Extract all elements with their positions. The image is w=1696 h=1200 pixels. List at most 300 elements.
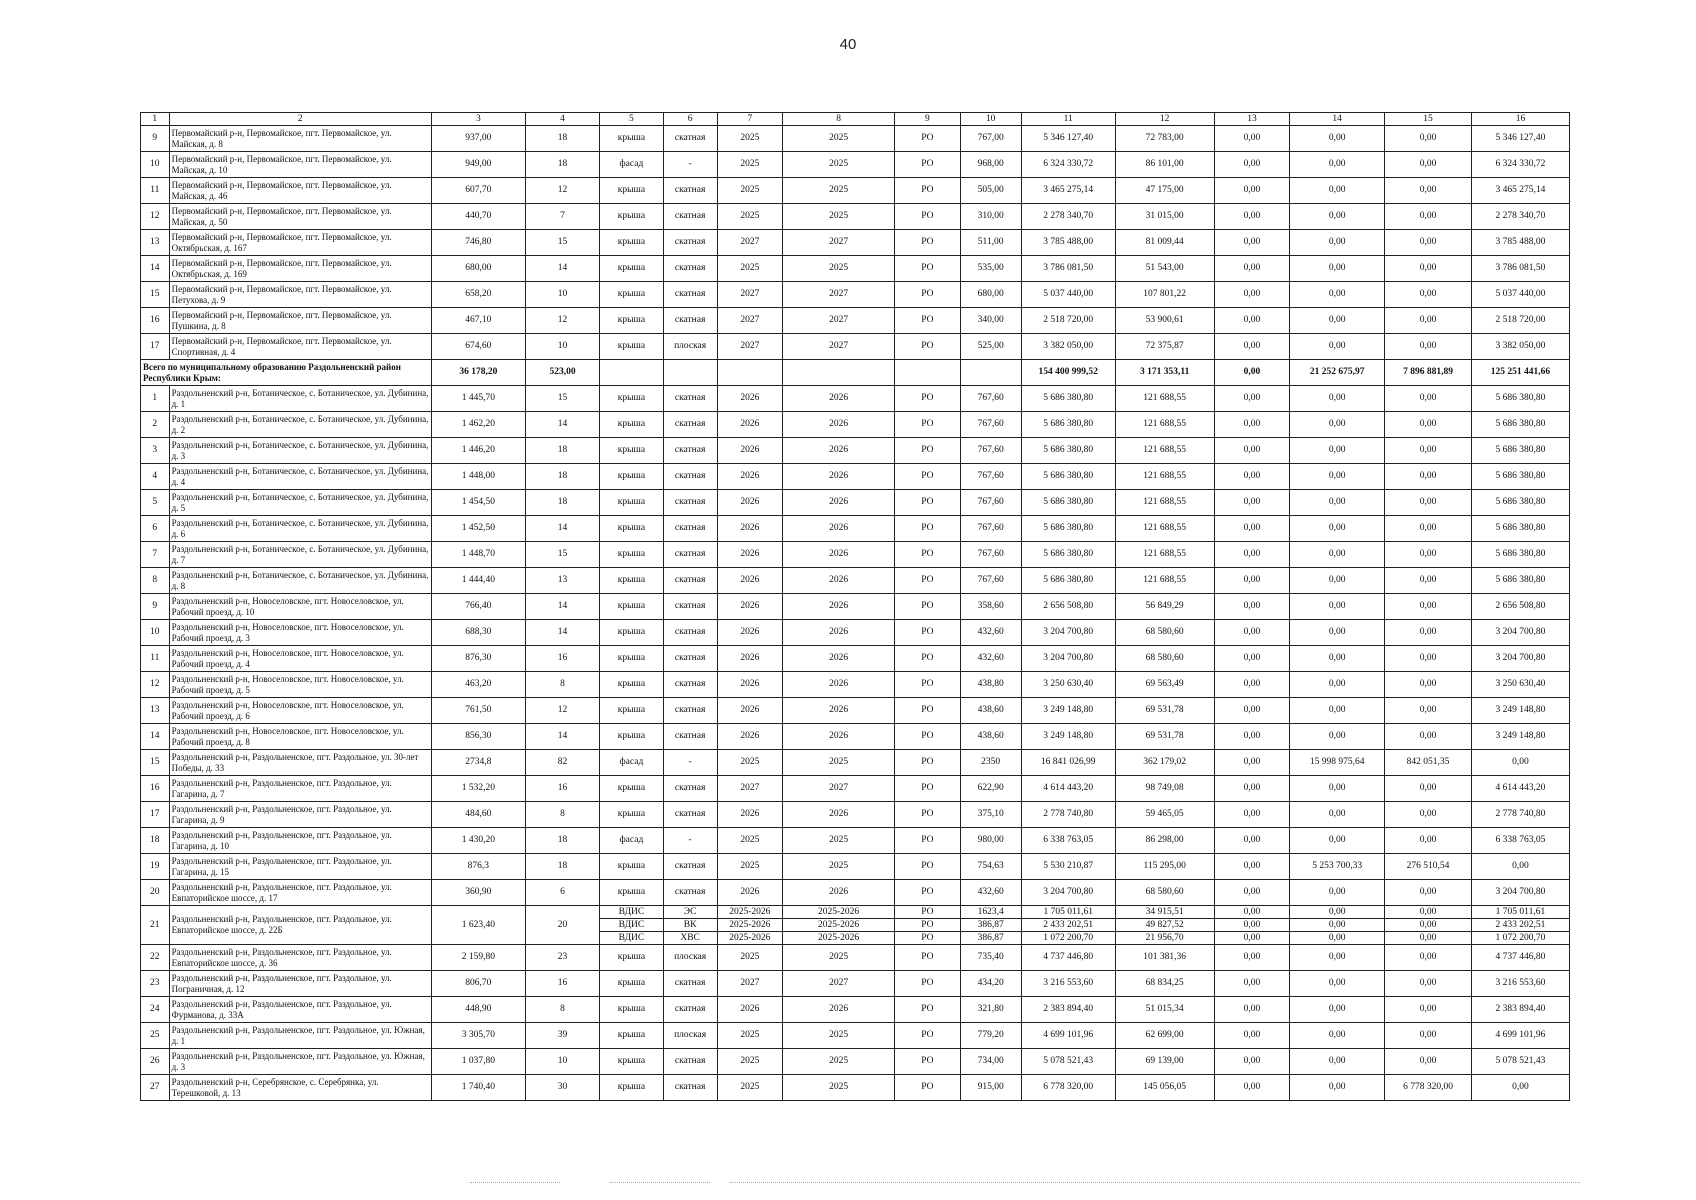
- table-cell: 2026: [782, 438, 894, 464]
- table-cell: крыша: [600, 971, 663, 997]
- table-row: [141, 828, 1570, 854]
- table-cell: РО: [895, 464, 960, 490]
- table-cell: 0,00: [1385, 932, 1472, 945]
- table-cell: 0,00: [1290, 516, 1385, 542]
- table-cell: 12: [141, 204, 170, 230]
- table-cell: 12: [525, 178, 600, 204]
- table-cell: 72 783,00: [1115, 126, 1214, 152]
- table-cell: крыша: [600, 854, 663, 880]
- table-cell: 0,00: [1214, 620, 1290, 646]
- table-cell: 15: [141, 282, 170, 308]
- table-cell: 16: [525, 776, 600, 802]
- table-row: [141, 971, 1570, 997]
- table-cell: 3 216 553,60: [1021, 971, 1115, 997]
- table-cell: 30: [525, 1075, 600, 1101]
- table-cell: 0,00: [1385, 1049, 1472, 1075]
- table-cell: 3 204 700,80: [1471, 646, 1569, 672]
- table-cell: 467,10: [431, 308, 525, 334]
- total-cell: [663, 360, 717, 386]
- table-cell: 0,00: [1385, 724, 1472, 750]
- table-cell: 31 015,00: [1115, 204, 1214, 230]
- table-cell: 68 580,60: [1115, 646, 1214, 672]
- table-cell: 0,00: [1214, 516, 1290, 542]
- table-cell: 3 204 700,80: [1021, 880, 1115, 906]
- table-cell: 3: [141, 438, 170, 464]
- table-row: [141, 1075, 1570, 1101]
- table-cell: РО: [895, 230, 960, 256]
- table-cell: 62 699,00: [1115, 1023, 1214, 1049]
- table-cell: 2 778 740,80: [1021, 802, 1115, 828]
- table-row: [141, 776, 1570, 802]
- table-cell: крыша: [600, 880, 663, 906]
- table-cell: 2 159,80: [431, 945, 525, 971]
- table-cell: 0,00: [1214, 490, 1290, 516]
- table-cell: фасад: [600, 828, 663, 854]
- table-cell: 5 346 127,40: [1471, 126, 1569, 152]
- table-cell: 2027: [782, 230, 894, 256]
- table-cell: 0,00: [1290, 828, 1385, 854]
- table-cell: 1 444,40: [431, 568, 525, 594]
- table-cell: крыша: [600, 776, 663, 802]
- table-cell: 0,00: [1290, 620, 1385, 646]
- table-cell: 1 740,40: [431, 1075, 525, 1101]
- total-row: [141, 360, 1570, 386]
- table-cell: 0,00: [1214, 152, 1290, 178]
- table-cell: скатная: [663, 568, 717, 594]
- table-cell: 0,00: [1385, 906, 1472, 919]
- table-cell: крыша: [600, 516, 663, 542]
- table-cell: РО: [895, 204, 960, 230]
- table-cell: 2025-2026: [782, 932, 894, 945]
- table-cell: 0,00: [1214, 542, 1290, 568]
- address-cell: Первомайский р-н, Первомайское, пгт. Первомайское, ул. Майская, д. 46: [169, 178, 431, 204]
- address-cell: Раздольненский р-н, Ботаническое, с. Ботаническое, ул. Дубинина, д. 4: [169, 464, 431, 490]
- table-cell: 2025: [782, 152, 894, 178]
- table-cell: 4 699 101,96: [1471, 1023, 1569, 1049]
- table-cell: 10: [525, 282, 600, 308]
- table-cell: 5 253 700,33: [1290, 854, 1385, 880]
- table-cell: 0,00: [1385, 919, 1472, 932]
- table-cell: 0,00: [1214, 854, 1290, 880]
- table-cell: 0,00: [1385, 880, 1472, 906]
- table-cell: 0,00: [1290, 646, 1385, 672]
- table-cell: 2025: [717, 126, 782, 152]
- table-cell: скатная: [663, 256, 717, 282]
- table-cell: 1: [141, 386, 170, 412]
- table-cell: 18: [525, 126, 600, 152]
- table-cell: крыша: [600, 620, 663, 646]
- table-cell: скатная: [663, 971, 717, 997]
- table-cell: 2026: [782, 620, 894, 646]
- table-cell: 26: [141, 1049, 170, 1075]
- table-cell: 6: [525, 880, 600, 906]
- table-cell: 0,00: [1290, 971, 1385, 997]
- table-cell: скатная: [663, 646, 717, 672]
- table-cell: 876,30: [431, 646, 525, 672]
- table-cell: 2026: [782, 568, 894, 594]
- table-cell: 2025: [717, 945, 782, 971]
- table-cell: 0,00: [1290, 256, 1385, 282]
- table-cell: скатная: [663, 997, 717, 1023]
- table-cell: 1 462,20: [431, 412, 525, 438]
- table-cell: 767,60: [960, 542, 1021, 568]
- address-cell: Раздольненский р-н, Новоселовское, пгт. Новоселовское, ул. Рабочий проезд, д. 10: [169, 594, 431, 620]
- table-row: [141, 854, 1570, 880]
- table-cell: 0,00: [1385, 971, 1472, 997]
- table-cell: 3 249 148,80: [1471, 724, 1569, 750]
- table-cell: скатная: [663, 386, 717, 412]
- table-cell: крыша: [600, 594, 663, 620]
- table-cell: 12: [141, 672, 170, 698]
- table-cell: 2025: [717, 854, 782, 880]
- table-row: [141, 126, 1570, 152]
- table-cell: 5 686 380,80: [1471, 464, 1569, 490]
- table-cell: ВДИС: [600, 906, 663, 919]
- table-cell: 767,60: [960, 464, 1021, 490]
- table-cell: РО: [895, 828, 960, 854]
- table-cell: 2025: [782, 750, 894, 776]
- table-cell: 2 433 202,51: [1471, 919, 1569, 932]
- table-cell: 86 101,00: [1115, 152, 1214, 178]
- table-cell: 0,00: [1214, 828, 1290, 854]
- table-cell: 4: [141, 464, 170, 490]
- table-cell: 0,00: [1471, 750, 1569, 776]
- table-cell: 360,90: [431, 880, 525, 906]
- table-cell: 276 510,54: [1385, 854, 1472, 880]
- total-cell: [895, 360, 960, 386]
- table-cell: 1 452,50: [431, 516, 525, 542]
- total-cell: 36 178,20: [431, 360, 525, 386]
- table-cell: 2025: [717, 178, 782, 204]
- column-number-header: 6: [663, 113, 717, 126]
- table-cell: 0,00: [1385, 945, 1472, 971]
- table-cell: крыша: [600, 672, 663, 698]
- table-row: [141, 308, 1570, 334]
- table-cell: крыша: [600, 945, 663, 971]
- table-cell: 2 278 340,70: [1021, 204, 1115, 230]
- table-cell: 14: [525, 516, 600, 542]
- address-cell: Раздольненский р-н, Раздольненское, пгт. Раздольное, ул. Гагарина, д. 9: [169, 802, 431, 828]
- table-cell: 20: [525, 906, 600, 945]
- table-cell: 0,00: [1385, 334, 1472, 360]
- footer-dotted-line: [470, 1182, 560, 1183]
- table-cell: 2027: [782, 776, 894, 802]
- table-cell: 4 614 443,20: [1471, 776, 1569, 802]
- table-cell: 16: [525, 971, 600, 997]
- table-cell: крыша: [600, 308, 663, 334]
- total-cell: [717, 360, 782, 386]
- table-cell: 511,00: [960, 230, 1021, 256]
- table-cell: 0,00: [1214, 698, 1290, 724]
- table-cell: 3 250 630,40: [1021, 672, 1115, 698]
- total-label: Всего по муниципальному образованию Раздольненский район Республики Крым:: [141, 360, 432, 386]
- table-cell: РО: [895, 256, 960, 282]
- table-cell: 2027: [717, 334, 782, 360]
- table-cell: 72 375,87: [1115, 334, 1214, 360]
- table-cell: 1 037,80: [431, 1049, 525, 1075]
- table-cell: 607,70: [431, 178, 525, 204]
- table-cell: 0,00: [1290, 698, 1385, 724]
- table-cell: скатная: [663, 230, 717, 256]
- table-cell: 2026: [782, 386, 894, 412]
- table-cell: 734,00: [960, 1049, 1021, 1075]
- table-cell: 1 705 011,61: [1471, 906, 1569, 919]
- table-cell: 0,00: [1385, 828, 1472, 854]
- table-cell: 968,00: [960, 152, 1021, 178]
- address-cell: Раздольненский р-н, Раздольненское, пгт. Раздольное, ул. Южная, д. 3: [169, 1049, 431, 1075]
- table-cell: 767,60: [960, 412, 1021, 438]
- total-cell: 3 171 353,11: [1115, 360, 1214, 386]
- table-cell: 18: [525, 828, 600, 854]
- table-cell: 14: [525, 724, 600, 750]
- header-row: [141, 113, 1570, 126]
- table-cell: скатная: [663, 282, 717, 308]
- table-cell: 2026: [782, 516, 894, 542]
- table-cell: 0,00: [1214, 997, 1290, 1023]
- column-number-header: 11: [1021, 113, 1115, 126]
- table-cell: 2026: [782, 594, 894, 620]
- table-cell: 18: [525, 464, 600, 490]
- table-cell: 5 686 380,80: [1471, 542, 1569, 568]
- column-number-header: 8: [782, 113, 894, 126]
- table-cell: крыша: [600, 126, 663, 152]
- table-cell: 18: [525, 152, 600, 178]
- table-cell: 3 249 148,80: [1021, 724, 1115, 750]
- table-cell: 2027: [717, 230, 782, 256]
- table-cell: 0,00: [1385, 230, 1472, 256]
- table-cell: 842 051,35: [1385, 750, 1472, 776]
- table-row: [141, 594, 1570, 620]
- address-cell: Первомайский р-н, Первомайское, пгт. Первомайское, ул. Пушкина, д. 8: [169, 308, 431, 334]
- address-cell: Первомайский р-н, Первомайское, пгт. Первомайское, ул. Октябрьская, д. 169: [169, 256, 431, 282]
- table-cell: 19: [141, 854, 170, 880]
- table-cell: 1 454,50: [431, 490, 525, 516]
- table-cell: 51 543,00: [1115, 256, 1214, 282]
- table-cell: ВК: [663, 919, 717, 932]
- table-cell: 1 072 200,70: [1021, 932, 1115, 945]
- table-cell: 3 785 488,00: [1021, 230, 1115, 256]
- table-cell: крыша: [600, 802, 663, 828]
- table-cell: 121 688,55: [1115, 542, 1214, 568]
- table-cell: 0,00: [1471, 854, 1569, 880]
- table-cell: 2 278 340,70: [1471, 204, 1569, 230]
- table-cell: 432,60: [960, 880, 1021, 906]
- table-cell: 0,00: [1290, 932, 1385, 945]
- table-row: [141, 724, 1570, 750]
- table-cell: 14: [525, 256, 600, 282]
- table-cell: крыша: [600, 178, 663, 204]
- table-cell: 856,30: [431, 724, 525, 750]
- table-cell: 432,60: [960, 620, 1021, 646]
- table-cell: РО: [895, 516, 960, 542]
- address-cell: Первомайский р-н, Первомайское, пгт. Первомайское, ул. Октябрьская, д. 167: [169, 230, 431, 256]
- table-cell: 0,00: [1290, 776, 1385, 802]
- table-cell: 2025: [782, 828, 894, 854]
- table-cell: 1 532,20: [431, 776, 525, 802]
- table-cell: 5 686 380,80: [1471, 412, 1569, 438]
- table-cell: 0,00: [1385, 776, 1472, 802]
- table-cell: 3 250 630,40: [1471, 672, 1569, 698]
- table-cell: РО: [895, 945, 960, 971]
- table-cell: 2026: [717, 880, 782, 906]
- table-cell: 2 383 894,40: [1471, 997, 1569, 1023]
- column-number-header: 2: [169, 113, 431, 126]
- table-cell: РО: [895, 386, 960, 412]
- table-cell: 14: [141, 256, 170, 282]
- table-cell: 658,20: [431, 282, 525, 308]
- table-cell: РО: [895, 152, 960, 178]
- table-cell: 937,00: [431, 126, 525, 152]
- table-cell: 17: [141, 334, 170, 360]
- table-cell: 980,00: [960, 828, 1021, 854]
- table-cell: 0,00: [1214, 1049, 1290, 1075]
- table-cell: 2 656 508,80: [1021, 594, 1115, 620]
- table-cell: крыша: [600, 698, 663, 724]
- table-cell: 2026: [782, 802, 894, 828]
- table-cell: 0,00: [1214, 646, 1290, 672]
- table-cell: 3 305,70: [431, 1023, 525, 1049]
- table-cell: 779,20: [960, 1023, 1021, 1049]
- table-cell: 0,00: [1385, 542, 1472, 568]
- column-number-header: 3: [431, 113, 525, 126]
- total-cell: 21 252 675,97: [1290, 360, 1385, 386]
- table-cell: 5 078 521,43: [1021, 1049, 1115, 1075]
- total-cell: 7 896 881,89: [1385, 360, 1472, 386]
- table-cell: 59 465,05: [1115, 802, 1214, 828]
- table-cell: 7: [525, 204, 600, 230]
- table-cell: 2026: [782, 490, 894, 516]
- table-cell: 2 433 202,51: [1021, 919, 1115, 932]
- table-cell: 2026: [782, 698, 894, 724]
- table-row: [141, 945, 1570, 971]
- table-row: [141, 542, 1570, 568]
- table-cell: 51 015,34: [1115, 997, 1214, 1023]
- column-number-header: 16: [1471, 113, 1569, 126]
- table-cell: 21 956,70: [1115, 932, 1214, 945]
- table-cell: РО: [895, 282, 960, 308]
- table-cell: 688,30: [431, 620, 525, 646]
- table-cell: 438,60: [960, 724, 1021, 750]
- table-cell: 5 037 440,00: [1021, 282, 1115, 308]
- table-cell: РО: [895, 594, 960, 620]
- table-cell: ВДИС: [600, 932, 663, 945]
- table-cell: 754,63: [960, 854, 1021, 880]
- address-cell: Первомайский р-н, Первомайское, пгт. Первомайское, ул. Петухова, д. 9: [169, 282, 431, 308]
- table-cell: 17: [141, 802, 170, 828]
- table-cell: 2025: [717, 1023, 782, 1049]
- table-cell: -: [663, 750, 717, 776]
- table-cell: 2026: [717, 802, 782, 828]
- table-cell: 5: [141, 490, 170, 516]
- address-cell: Первомайский р-н, Первомайское, пгт. Первомайское, ул. Майская, д. 50: [169, 204, 431, 230]
- address-cell: Раздольненский р-н, Раздольненское, пгт. Раздольное, ул. Евпаторийское шоссе, д. 36: [169, 945, 431, 971]
- table-cell: скатная: [663, 1075, 717, 1101]
- table-cell: 0,00: [1290, 997, 1385, 1023]
- table-cell: 767,60: [960, 438, 1021, 464]
- table-cell: 18: [525, 490, 600, 516]
- table-cell: РО: [895, 126, 960, 152]
- table-cell: скатная: [663, 698, 717, 724]
- table-cell: 2025: [782, 126, 894, 152]
- address-cell: Раздольненский р-н, Раздольненское, пгт. Раздольное, ул. Гагарина, д. 7: [169, 776, 431, 802]
- table-cell: 2025: [782, 1049, 894, 1075]
- table-cell: скатная: [663, 490, 717, 516]
- column-number-header: 1: [141, 113, 170, 126]
- table-row: [141, 997, 1570, 1023]
- table-cell: 0,00: [1290, 126, 1385, 152]
- table-cell: 2025: [717, 750, 782, 776]
- table-cell: 0,00: [1214, 971, 1290, 997]
- table-cell: 24: [141, 997, 170, 1023]
- table-cell: 25: [141, 1023, 170, 1049]
- table-cell: 434,20: [960, 971, 1021, 997]
- table-cell: 362 179,02: [1115, 750, 1214, 776]
- table-cell: РО: [895, 542, 960, 568]
- table-cell: 0,00: [1214, 438, 1290, 464]
- table-cell: 440,70: [431, 204, 525, 230]
- table-cell: плоская: [663, 1023, 717, 1049]
- table-cell: 0,00: [1290, 1075, 1385, 1101]
- table-cell: 0,00: [1385, 646, 1472, 672]
- table-cell: крыша: [600, 1049, 663, 1075]
- table-cell: 2026: [717, 386, 782, 412]
- table-cell: 6 778 320,00: [1021, 1075, 1115, 1101]
- table-cell: РО: [895, 646, 960, 672]
- column-number-header: 14: [1290, 113, 1385, 126]
- table-cell: скатная: [663, 126, 717, 152]
- table-cell: 4 699 101,96: [1021, 1023, 1115, 1049]
- table-cell: 680,00: [431, 256, 525, 282]
- table-cell: 2025: [782, 854, 894, 880]
- table-cell: 5 686 380,80: [1021, 490, 1115, 516]
- table-cell: 310,00: [960, 204, 1021, 230]
- table-cell: 0,00: [1290, 230, 1385, 256]
- table-cell: скатная: [663, 1049, 717, 1075]
- address-cell: Раздольненский р-н, Ботаническое, с. Ботаническое, ул. Дубинина, д. 3: [169, 438, 431, 464]
- table-cell: 0,00: [1290, 412, 1385, 438]
- table-cell: 0,00: [1290, 880, 1385, 906]
- table-cell: 0,00: [1385, 698, 1472, 724]
- address-cell: Раздольненский р-н, Ботаническое, с. Ботаническое, ул. Дубинина, д. 2: [169, 412, 431, 438]
- address-cell: Раздольненский р-н, Новоселовское, пгт. Новоселовское, ул. Рабочий проезд, д. 8: [169, 724, 431, 750]
- table-cell: 2026: [717, 490, 782, 516]
- table-cell: 915,00: [960, 1075, 1021, 1101]
- table-cell: 0,00: [1385, 802, 1472, 828]
- column-number-header: 13: [1214, 113, 1290, 126]
- table-cell: 0,00: [1385, 620, 1472, 646]
- table-cell: 121 688,55: [1115, 386, 1214, 412]
- table-cell: 15: [141, 750, 170, 776]
- table-cell: 0,00: [1290, 672, 1385, 698]
- table-cell: 448,90: [431, 997, 525, 1023]
- table-cell: 2026: [717, 438, 782, 464]
- table-cell: 0,00: [1290, 568, 1385, 594]
- table-cell: 2026: [717, 620, 782, 646]
- address-cell: Первомайский р-н, Первомайское, пгт. Первомайское, ул. Спортивная, д. 4: [169, 334, 431, 360]
- table-cell: 2027: [717, 776, 782, 802]
- table-cell: 11: [141, 646, 170, 672]
- table-cell: 0,00: [1290, 490, 1385, 516]
- table-cell: 11: [141, 178, 170, 204]
- column-number-header: 12: [1115, 113, 1214, 126]
- table-cell: 735,40: [960, 945, 1021, 971]
- table-cell: 107 801,22: [1115, 282, 1214, 308]
- table-cell: РО: [895, 724, 960, 750]
- address-cell: Раздольненский р-н, Серебрянское, с. Серебрянка, ул. Терешковой, д. 13: [169, 1075, 431, 1101]
- table-cell: фасад: [600, 750, 663, 776]
- table-cell: 145 056,05: [1115, 1075, 1214, 1101]
- total-cell: [782, 360, 894, 386]
